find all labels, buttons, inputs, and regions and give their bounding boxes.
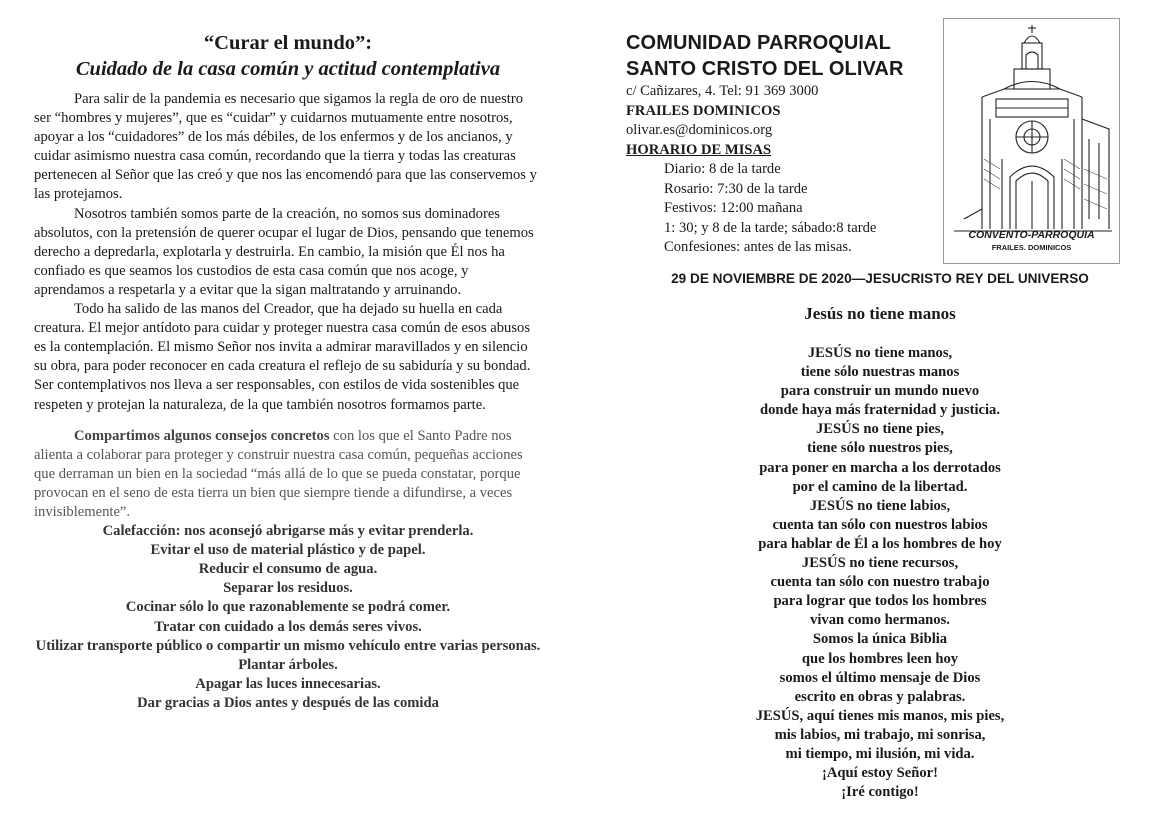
article-subtitle: Cuidado de la casa común y actitud contemplativa [75, 58, 501, 80]
poem-line: JESÚS no tiene labios, [809, 497, 951, 514]
tip-item: Cocinar sólo lo que razonablemente se podrá comer. [125, 599, 451, 616]
poem-line: ¡Aquí estoy Señor! [822, 765, 938, 782]
poem-line: cuenta tan sólo con nuestros labios [772, 516, 988, 533]
poem-line: tiene sólo nuestros pies, [807, 440, 953, 457]
poem-line: mis labios, mi trabajo, mi sonrisa, [774, 726, 986, 743]
drawing-subcaption: FRAILES. DOMINICOS [991, 243, 1072, 252]
poem-line: JESÚS no tiene pies, [815, 421, 945, 438]
poem-line: JESÚS no tiene recursos, [801, 555, 959, 572]
paragraph: Para salir de la pandemia es necesario que sigamos la regla de oro de nuestro ser “hombres y mujeres”, que es “cuidar” y cuidarnos mutuamente entre nosotros, apoyar a los “cuidadores” de los más débiles, de los enfermos y de los ancianos, y cuidar asimismo nuestra casa común, recordando que la tierra y todas las creaturas pertenecen al Señor que las creó y que nos las encomendó para que las conservemos y las protejamos. [34, 91, 537, 203]
poem-line: para lograr que todos los hombres [773, 593, 987, 610]
poem-line: JESÚS, aquí tienes mis manos, mis pies, [755, 707, 1005, 724]
tip-item: Separar los residuos. [223, 580, 353, 597]
poem-line: donde haya más fraternidad y justicia. [760, 402, 1000, 419]
tip-item: Utilizar transporte público o compartir un mismo vehículo entre varias personas. [35, 637, 541, 654]
poem-line: mi tiempo, mi ilusión, mi vida. [785, 745, 975, 762]
poem [626, 344, 1134, 802]
parish-name-line1: COMUNIDAD PARROQUIAL [626, 32, 891, 54]
tip-item: Tratar con cuidado a los demás seres vivos. [154, 618, 422, 635]
schedule-item: 1: 30; y 8 de la tarde; sábado:8 tarde [664, 219, 877, 236]
schedule-item: Rosario: 7:30 de la tarde [664, 180, 808, 197]
church-sketch [944, 19, 1119, 263]
drawing-caption: CONVENTO-PARROQUIA [968, 229, 1095, 241]
date-line: 29 DE NOVIEMBRE DE 2020—JESUCRISTO REY DEL UNIVERSO [671, 271, 1089, 286]
poem-line: por el camino de la libertad. [792, 478, 968, 495]
tips-list [34, 522, 542, 713]
poem-line: que los hombres leen hoy [801, 650, 959, 667]
schedule-item: Diario: 8 de la tarde [664, 161, 781, 177]
tip-item: Reducir el consumo de agua. [198, 561, 378, 578]
poem-line: JESÚS no tiene manos, [807, 345, 953, 361]
email: olivar.es@dominicos.org [626, 122, 773, 138]
tip-item: Dar gracias a Dios antes y después de las comida [137, 694, 439, 711]
schedule-item: Festivos: 12:00 mañana [664, 200, 803, 216]
tip-item: Evitar el uso de material plástico y de papel. [150, 542, 426, 559]
tips-intro-bold: Compartimos algunos consejos concretos [74, 427, 330, 444]
poem-line: tiene sólo nuestras manos [800, 364, 960, 381]
church-drawing [943, 18, 1120, 264]
poem-line: para construir un mundo nuevo [780, 383, 980, 400]
tip-item: Calefacción: nos aconsejó abrigarse más y evitar prenderla. [102, 523, 474, 540]
poem-line: cuenta tan sólo con nuestro trabajo [770, 574, 990, 591]
poem-line: ¡Iré contigo! [841, 784, 919, 801]
poem-line: somos el último mensaje de Dios [779, 669, 981, 686]
poem-line: para hablar de Él a los hombres de hoy [758, 535, 1002, 552]
address: c/ Cañizares, 4. Tel: 91 369 3000 [626, 83, 819, 99]
poem-line: escrito en obras y palabras. [794, 688, 966, 705]
paragraph: Nosotros también somos parte de la creación, no somos sus dominadores absolutos, con la pretensión de querer ocupar el lugar de Dios, pensando que tenemos derecho a depredarla, explotarla y destruirla. En cambio, la misión que Él nos ha confiado es que seamos los custodios de esta casa común que nos acoge, y aprendamos a respetarla y a evitar que la sigan maltratando y arruinando. [34, 205, 534, 298]
tip-item: Plantar árboles. [238, 656, 338, 673]
schedule-item: Confesiones: antes de las misas. [664, 239, 852, 255]
parish-name-line2: SANTO CRISTO DEL OLIVAR [626, 58, 904, 80]
tips-intro-text: con los que el Santo Padre nos alienta a colaborar para proteger y construir nuestra casa común, pequeñas acciones que derraman un bien en la sociedad “más allá de lo que se pueda constatar, porque provocan en el seno de esta tierra un bien que siempre tiende a difundirse, a veces invisiblemente”. [34, 427, 523, 520]
schedule-title: HORARIO DE MISAS [626, 141, 772, 158]
poem-line: Somos la única Biblia [812, 631, 948, 648]
poem-title: Jesús no tiene manos [804, 304, 956, 323]
tips-intro [34, 427, 542, 522]
order-name: FRAILES DOMINICOS [626, 102, 781, 119]
left-column [34, 30, 542, 713]
poem-line: vivan como hermanos. [810, 612, 950, 629]
article-title: “Curar el mundo”: [203, 32, 373, 54]
poem-line: para poner en marcha a los derrotados [759, 459, 1001, 476]
tip-item: Apagar las luces innecesarias. [195, 675, 381, 692]
paragraph: Todo ha salido de las manos del Creador, que ha dejado su huella en cada creatura. El mejor antídoto para cuidar y proteger nuestra casa común de esos abusos es la contemplación. El mismo Señor nos invita a admirar maravillados y en silencio su obra, para poder reconocer en cada creatura el reflejo de su sabiduría y su bondad. Ser contemplativos nos lleva a ser responsables, con estilos de vida sostenibles que respeten y protejan la naturaleza, de la que también nosotros formamos parte. [34, 301, 531, 413]
